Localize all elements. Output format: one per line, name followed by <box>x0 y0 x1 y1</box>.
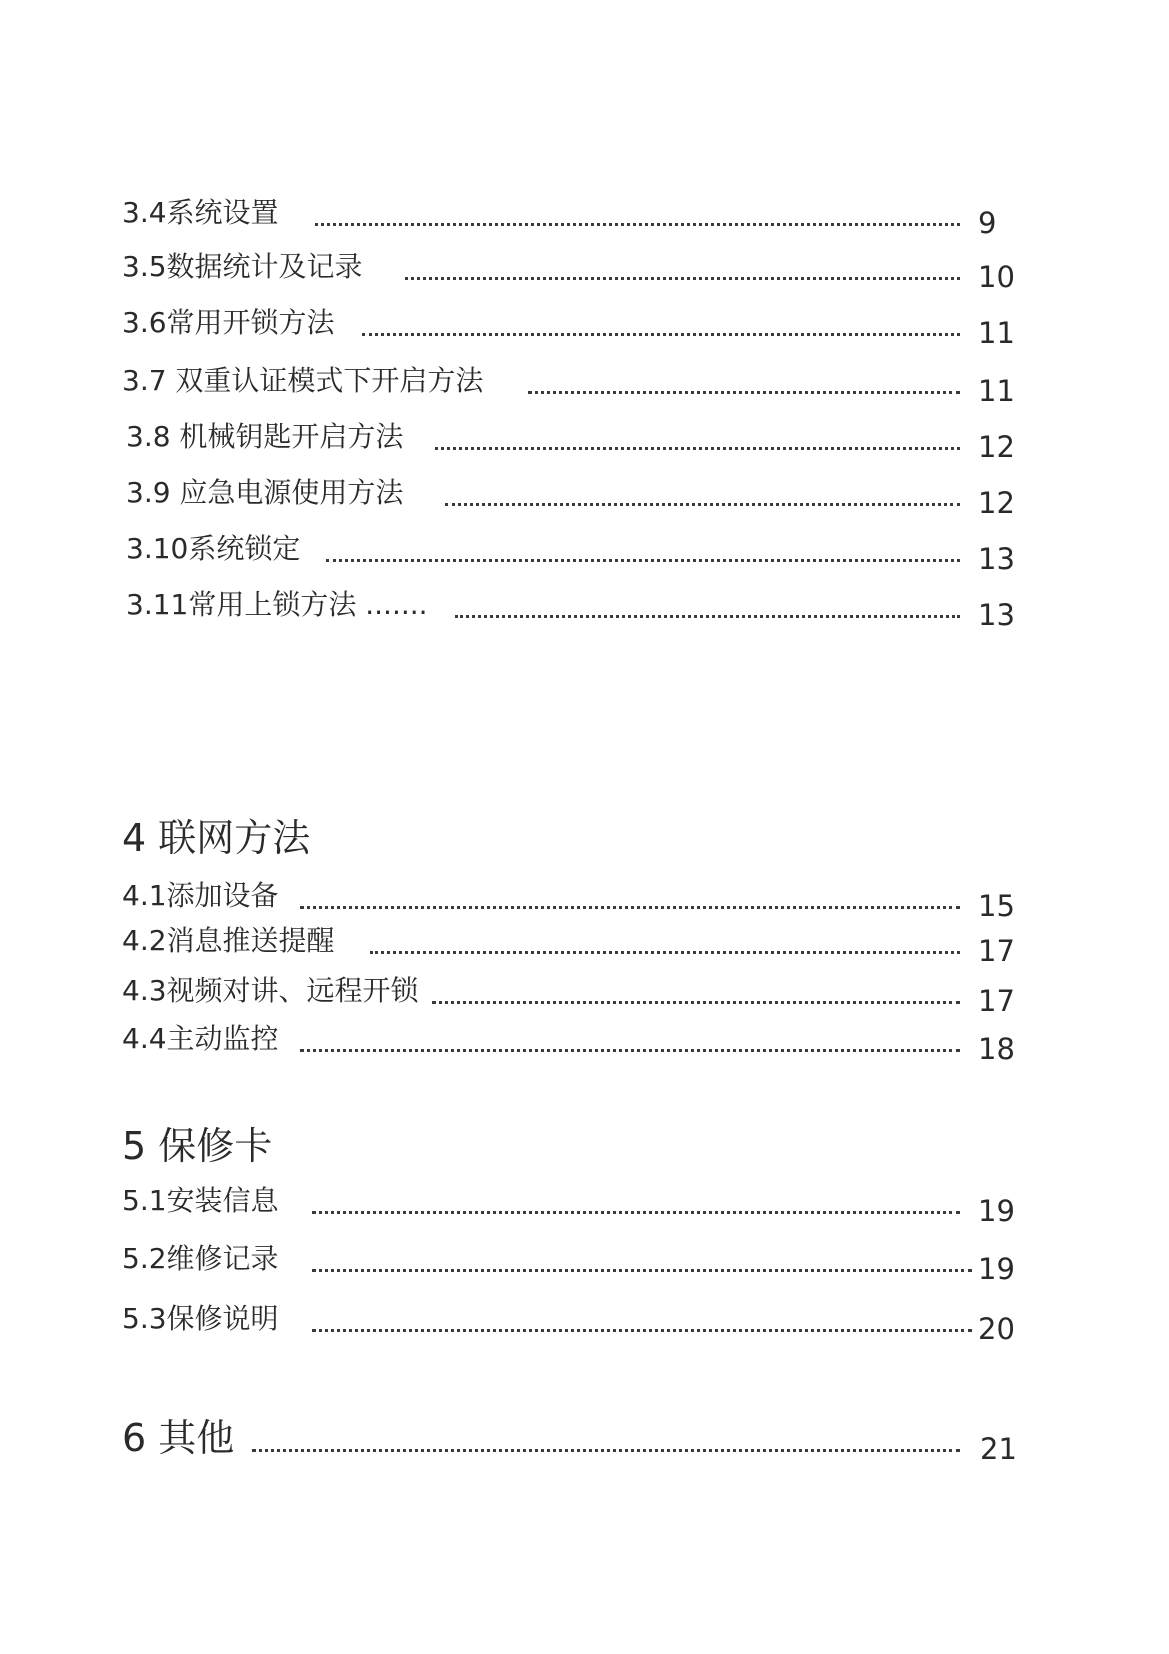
section-title-6: 6 其他 <box>122 1416 244 1460</box>
toc-entry-page: 19 <box>978 1194 1015 1228</box>
toc-entry-page: 9 <box>978 206 997 240</box>
dot-leader <box>435 447 960 450</box>
toc-entry-label: 3.7 双重认证模式下开启方法 <box>122 364 491 398</box>
toc-entry-label: 5.1安装信息 <box>122 1184 287 1218</box>
toc-entry-page: 11 <box>978 374 1015 408</box>
toc-entry-page: 11 <box>978 316 1015 350</box>
dot-leader <box>315 223 960 226</box>
toc-entry-3-8[interactable] <box>0 416 1169 464</box>
toc-entry-page: 12 <box>978 486 1015 520</box>
toc-entry-label: 5.2维修记录 <box>122 1242 287 1276</box>
toc-entry-label: 3.9 应急电源使用方法 <box>126 476 411 510</box>
dot-leader <box>370 951 960 954</box>
toc-entry-page: 21 <box>980 1432 1017 1466</box>
toc-entry-label: 3.10系统锁定 <box>126 532 308 566</box>
toc-entry-6[interactable] <box>0 1410 1169 1466</box>
toc-entry-5-2[interactable] <box>0 1238 1169 1286</box>
dot-leader <box>312 1329 972 1332</box>
toc-entry-4-3[interactable] <box>0 970 1169 1018</box>
toc-entry-page: 12 <box>978 430 1015 464</box>
toc-entry-label: 3.5数据统计及记录 <box>122 250 371 284</box>
toc-entry-label: 4.1添加设备 <box>122 879 287 913</box>
toc-entry-label: 3.6常用开锁方法 <box>122 306 343 340</box>
toc-entry-label: 3.11常用上锁方法 ....... <box>126 588 436 622</box>
section-title-5[interactable]: 5 保修卡 <box>122 1124 273 1168</box>
dot-leader <box>300 906 960 909</box>
toc-entry-4-2[interactable] <box>0 920 1169 968</box>
toc-entry-page: 10 <box>978 260 1015 294</box>
toc-entry-3-4[interactable] <box>0 192 1169 240</box>
dot-leader <box>252 1449 960 1452</box>
toc-entry-label: 4.2消息推送提醒 <box>122 924 343 958</box>
toc-entry-4-1[interactable] <box>0 875 1169 923</box>
toc-entry-4-4[interactable] <box>0 1018 1169 1066</box>
toc-entry-page: 15 <box>978 889 1015 923</box>
toc-entry-label: 3.8 机械钥匙开启方法 <box>126 420 411 454</box>
toc-entry-page: 17 <box>978 934 1015 968</box>
dot-leader <box>300 1049 960 1052</box>
toc-entry-3-6[interactable] <box>0 302 1169 350</box>
dot-leader <box>405 277 960 280</box>
toc-entry-3-10[interactable] <box>0 528 1169 576</box>
dot-leader <box>326 559 960 562</box>
toc-entry-page: 13 <box>978 598 1015 632</box>
dot-leader <box>312 1211 960 1214</box>
toc-entry-page: 19 <box>978 1252 1015 1286</box>
toc-entry-5-3[interactable] <box>0 1298 1169 1346</box>
toc-entry-page: 20 <box>978 1312 1015 1346</box>
toc-entry-3-9[interactable] <box>0 472 1169 520</box>
toc-entry-3-11[interactable] <box>0 584 1169 632</box>
dot-leader <box>432 1001 960 1004</box>
toc-entry-label: 4.4主动监控 <box>122 1022 287 1056</box>
section-title-4[interactable]: 4 联网方法 <box>122 816 311 860</box>
toc-entry-page: 18 <box>978 1032 1015 1066</box>
toc-entry-page: 17 <box>978 984 1015 1018</box>
toc-entry-label: 3.4系统设置 <box>122 196 287 230</box>
dot-leader <box>445 503 960 506</box>
toc-entry-label: 4.3视频对讲、远程开锁 <box>122 974 427 1008</box>
dot-leader <box>312 1269 972 1272</box>
toc-entry-page: 13 <box>978 542 1015 576</box>
toc-entry-3-5[interactable] <box>0 246 1169 294</box>
dot-leader <box>455 615 960 618</box>
dot-leader <box>528 391 960 394</box>
toc-entry-3-7[interactable] <box>0 360 1169 408</box>
toc-entry-5-1[interactable] <box>0 1180 1169 1228</box>
toc-entry-label: 5.3保修说明 <box>122 1302 287 1336</box>
dot-leader <box>362 333 960 336</box>
